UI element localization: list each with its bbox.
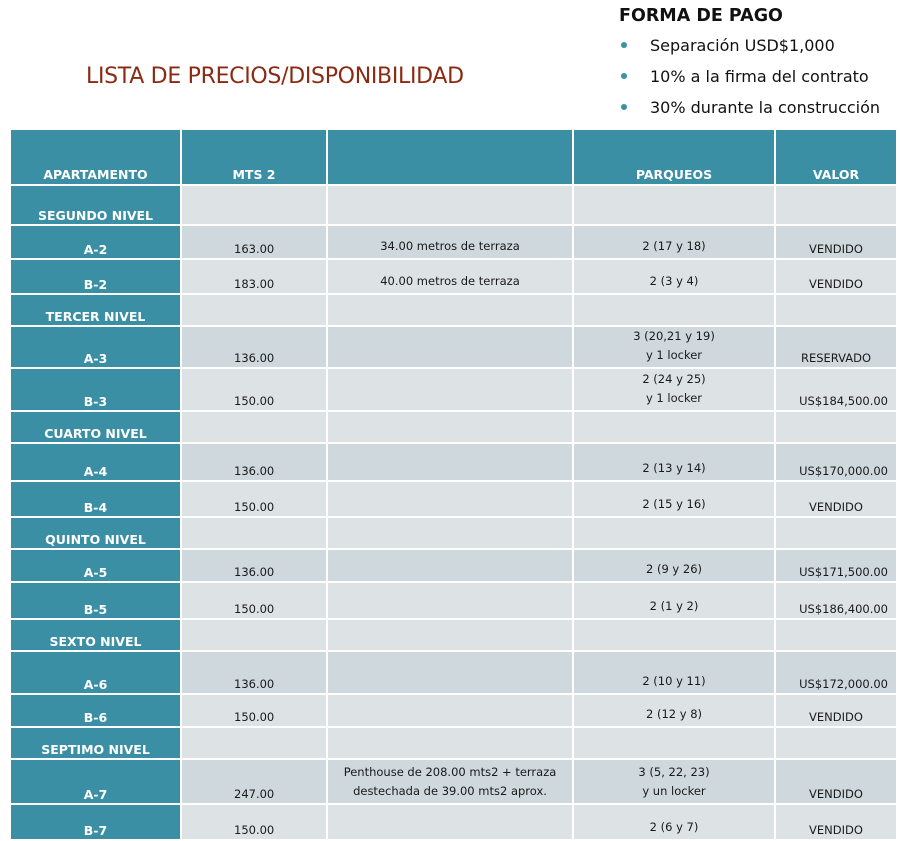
payment-item-text: 30% durante la construcción xyxy=(650,98,881,117)
header-blank xyxy=(328,130,574,186)
payment-item xyxy=(616,92,900,123)
parking-cell xyxy=(574,760,776,805)
parking-line: 2 (12 y 8) xyxy=(645,707,702,721)
value-cell: US$172,000.00 xyxy=(776,652,898,695)
level-cell-empty xyxy=(776,295,898,327)
level-cell-empty xyxy=(574,412,776,444)
apartment-cell: B-5 xyxy=(11,583,182,620)
level-label: SEPTIMO NIVEL xyxy=(11,728,182,760)
header-apartamento: APARTAMENTO xyxy=(11,130,182,186)
payment-title: FORMA DE PAGO xyxy=(619,6,783,26)
note-cell xyxy=(328,444,574,482)
level-row xyxy=(11,295,898,327)
apartment-cell: A-5 xyxy=(11,550,182,583)
level-cell-empty xyxy=(574,518,776,550)
area-cell: 247.00 xyxy=(182,760,328,805)
area-cell: 163.00 xyxy=(182,226,328,260)
level-cell-empty xyxy=(328,295,574,327)
apartment-cell: B-6 xyxy=(11,695,182,728)
level-cell-empty xyxy=(182,620,328,652)
level-cell-empty xyxy=(182,295,328,327)
note-line: 34.00 metros de terraza xyxy=(380,239,520,253)
parking-line: 2 (6 y 7) xyxy=(649,820,699,834)
level-cell-empty xyxy=(776,518,898,550)
note-cell xyxy=(328,550,574,583)
note-cell xyxy=(328,695,574,728)
value-cell: VENDIDO xyxy=(776,695,898,728)
apartment-cell: B-4 xyxy=(11,482,182,518)
value-cell: US$186,400.00 xyxy=(776,583,898,620)
level-label: SEXTO NIVEL xyxy=(11,620,182,652)
level-cell-empty xyxy=(776,412,898,444)
note-cell xyxy=(328,226,574,260)
table-row xyxy=(11,327,898,369)
parking-line: y un locker xyxy=(642,784,706,798)
parking-cell xyxy=(574,444,776,482)
header-parqueos: PARQUEOS xyxy=(574,130,776,186)
parking-line: 2 (13 y 14) xyxy=(642,461,706,475)
level-cell-empty xyxy=(776,728,898,760)
value-cell: US$184,500.00 xyxy=(776,369,898,412)
level-cell-empty xyxy=(776,186,898,226)
level-row xyxy=(11,186,898,226)
value-cell: VENDIDO xyxy=(776,760,898,805)
note-line: Penthouse de 208.00 mts2 + terraza xyxy=(343,765,557,779)
parking-cell xyxy=(574,369,776,412)
value-cell: VENDIDO xyxy=(776,226,898,260)
level-row xyxy=(11,518,898,550)
payment-item xyxy=(616,30,900,61)
area-cell: 183.00 xyxy=(182,260,328,295)
payment-terms xyxy=(616,6,900,123)
header-mts: MTS 2 xyxy=(182,130,328,186)
area-cell: 136.00 xyxy=(182,444,328,482)
note-cell xyxy=(328,583,574,620)
level-cell-empty xyxy=(328,412,574,444)
note-cell xyxy=(328,327,574,369)
value-cell: US$170,000.00 xyxy=(776,444,898,482)
level-cell-empty xyxy=(182,412,328,444)
table-row xyxy=(11,760,898,805)
table-row xyxy=(11,805,898,841)
level-label: CUARTO NIVEL xyxy=(11,412,182,444)
level-row xyxy=(11,728,898,760)
bullet-icon xyxy=(621,42,627,48)
note-cell xyxy=(328,652,574,695)
area-cell: 150.00 xyxy=(182,369,328,412)
level-cell-empty xyxy=(182,186,328,226)
value-cell: VENDIDO xyxy=(776,805,898,841)
apartment-cell: B-3 xyxy=(11,369,182,412)
level-cell-empty xyxy=(328,518,574,550)
area-cell: 150.00 xyxy=(182,583,328,620)
parking-cell xyxy=(574,226,776,260)
level-label: TERCER NIVEL xyxy=(11,295,182,327)
payment-item-text: Separación USD$1,000 xyxy=(650,36,835,55)
parking-cell xyxy=(574,482,776,518)
payment-list xyxy=(616,30,900,123)
parking-line: 2 (3 y 4) xyxy=(649,274,699,288)
bullet-icon xyxy=(621,73,627,79)
table-row xyxy=(11,695,898,728)
level-label: SEGUNDO NIVEL xyxy=(11,186,182,226)
note-line: destechada de 39.00 mts2 aprox. xyxy=(353,784,547,798)
note-cell xyxy=(328,482,574,518)
parking-line: 2 (15 y 16) xyxy=(642,497,706,511)
apartment-cell: A-4 xyxy=(11,444,182,482)
note-cell xyxy=(328,369,574,412)
value-cell: VENDIDO xyxy=(776,482,898,518)
note-cell xyxy=(328,805,574,841)
area-cell: 136.00 xyxy=(182,652,328,695)
level-cell-empty xyxy=(328,728,574,760)
table-header-row xyxy=(11,130,898,186)
table-body xyxy=(11,186,898,841)
level-cell-empty xyxy=(328,186,574,226)
payment-item xyxy=(616,61,900,92)
parking-line: 3 (5, 22, 23) xyxy=(638,765,710,779)
parking-line: 3 (20,21 y 19) xyxy=(633,329,715,343)
level-row xyxy=(11,620,898,652)
parking-line: y 1 locker xyxy=(645,391,703,405)
table-row xyxy=(11,444,898,482)
note-cell xyxy=(328,760,574,805)
parking-cell xyxy=(574,260,776,295)
level-cell-empty xyxy=(328,620,574,652)
price-table xyxy=(11,130,898,841)
apartment-cell: B-2 xyxy=(11,260,182,295)
parking-cell xyxy=(574,550,776,583)
level-cell-empty xyxy=(574,295,776,327)
parking-cell xyxy=(574,583,776,620)
note-cell xyxy=(328,260,574,295)
apartment-cell: A-6 xyxy=(11,652,182,695)
level-cell-empty xyxy=(574,728,776,760)
parking-cell xyxy=(574,695,776,728)
apartment-cell: A-3 xyxy=(11,327,182,369)
apartment-cell: A-7 xyxy=(11,760,182,805)
note-line: 40.00 metros de terraza xyxy=(380,274,520,288)
table-row xyxy=(11,226,898,260)
value-cell: RESERVADO xyxy=(776,327,898,369)
table-row xyxy=(11,583,898,620)
level-cell-empty xyxy=(776,620,898,652)
parking-cell xyxy=(574,805,776,841)
parking-line: 2 (9 y 26) xyxy=(645,562,702,576)
payment-item-text: 10% a la firma del contrato xyxy=(650,67,869,86)
level-cell-empty xyxy=(574,620,776,652)
table-row xyxy=(11,652,898,695)
parking-line: 2 (1 y 2) xyxy=(649,599,699,613)
page-title: LISTA DE PRECIOS/DISPONIBILIDAD xyxy=(86,64,464,89)
apartment-cell: A-2 xyxy=(11,226,182,260)
parking-cell xyxy=(574,652,776,695)
header-valor: VALOR xyxy=(776,130,898,186)
table-row xyxy=(11,260,898,295)
value-cell: US$171,500.00 xyxy=(776,550,898,583)
area-cell: 136.00 xyxy=(182,550,328,583)
parking-cell xyxy=(574,327,776,369)
bullet-icon xyxy=(621,104,627,110)
level-label: QUINTO NIVEL xyxy=(11,518,182,550)
area-cell: 150.00 xyxy=(182,695,328,728)
area-cell: 150.00 xyxy=(182,482,328,518)
level-row xyxy=(11,412,898,444)
parking-line: 2 (24 y 25) xyxy=(642,372,706,386)
table-row xyxy=(11,550,898,583)
parking-line: y 1 locker xyxy=(645,348,703,362)
value-cell: VENDIDO xyxy=(776,260,898,295)
parking-line: 2 (17 y 18) xyxy=(642,239,706,253)
level-cell-empty xyxy=(182,518,328,550)
area-cell: 136.00 xyxy=(182,327,328,369)
table-row xyxy=(11,369,898,412)
level-cell-empty xyxy=(182,728,328,760)
area-cell: 150.00 xyxy=(182,805,328,841)
level-cell-empty xyxy=(574,186,776,226)
table-row xyxy=(11,482,898,518)
parking-line: 2 (10 y 11) xyxy=(642,674,706,688)
apartment-cell: B-7 xyxy=(11,805,182,841)
